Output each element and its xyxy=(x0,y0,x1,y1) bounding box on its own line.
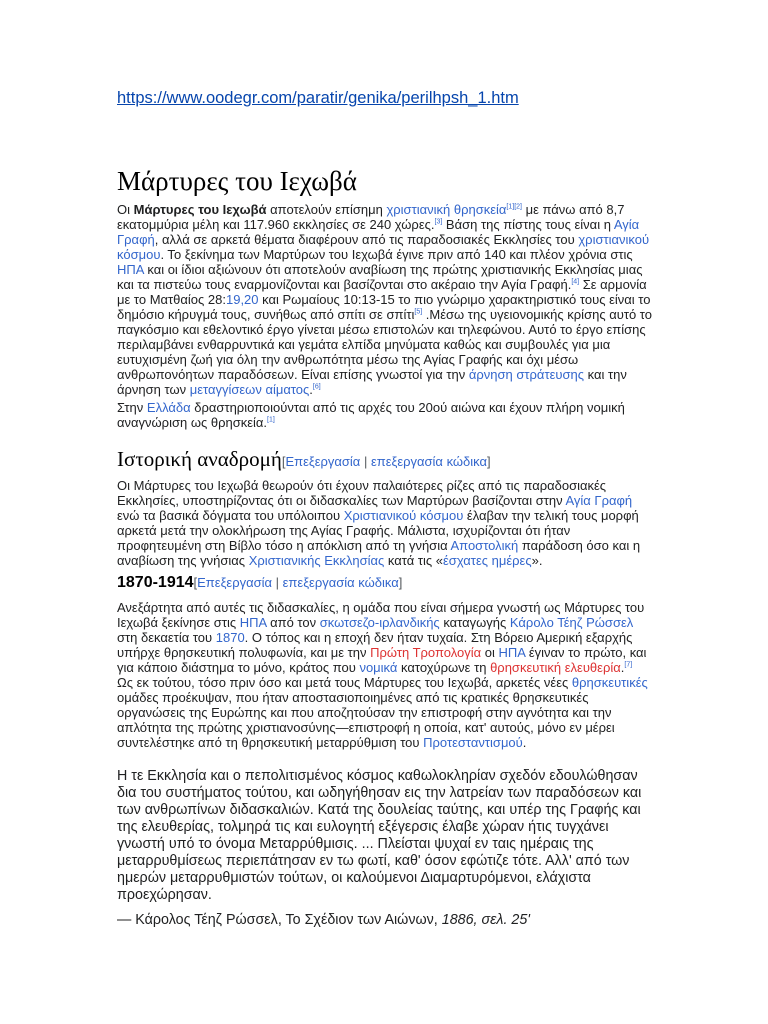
link-christian-church[interactable]: Χριστιανικής Εκκλησίας xyxy=(248,553,385,568)
text: . xyxy=(620,660,625,675)
link-bible[interactable]: Αγία Γραφή xyxy=(117,217,640,247)
text: . xyxy=(522,735,527,750)
ref-link[interactable]: [3] xyxy=(434,218,443,226)
text: παράδοση όσο και η αναβίωση της γνήσιας xyxy=(117,538,641,568)
edit-source-link[interactable]: επεξεργασία κώδικα xyxy=(370,454,488,469)
intro-paragraph-1 xyxy=(117,202,652,397)
link-apostolic[interactable]: Αποστολική xyxy=(450,538,519,553)
blockquote: Η τε Εκκλησία και ο πεπολιτισμένος κόσμος καθωλοκληρίαν σχεδόν εδουλώθησαν δια του συστήματος τούτου, και ωδηγήθησαν εις την λατρείαν των παραδόσεων και των ανθρωπίνων διδασκαλιών. Κατά της δουλείας ταύτης, και υπέρ της Γραφής και της ελευθερίας, τολμηρά τις και ευλογητή εξέγερσις έλαβε χώραν ήτις τυγχάνει γνωστή υπό το όνομα Μεταρρύθμισις. ... Πλείσται ψυχαί εν ταις ημέραις της μεταρρυθμίσεως περιεπάτησαν εν τω φωτί, καθ' όσον εφώτιζε τότε. Αλλ' από των ημερών μεταρρυθμιστών τούτων, οι καλούμενοι Διαμαρτυρόμενοι, ελάχιστα προεχώρησαν. xyxy=(117,768,642,903)
source-url-link[interactable]: https://www.oodegr.com/paratir/genika/perilhpsh_1.htm xyxy=(117,89,519,107)
text: και την άρνηση των xyxy=(117,367,627,397)
text: κατοχύρωνε τη xyxy=(397,660,491,675)
link-first-amendment[interactable]: Πρώτη Τροπολογία xyxy=(370,645,482,660)
bracket: ] xyxy=(398,575,403,590)
section-1870-paragraph xyxy=(117,600,649,750)
edit-link[interactable]: Επεξεργασία xyxy=(197,575,273,590)
heading-text: Ιστορική αναδρομή xyxy=(117,447,282,471)
link-christendom[interactable]: Χριστιανικού κόσμου xyxy=(343,508,464,523)
citation-date-page: 1886, σελ. 25' xyxy=(441,912,531,928)
link-scots-irish[interactable]: σκωτσεζο-ιρλανδικής xyxy=(319,615,440,630)
separator: | xyxy=(360,454,371,469)
section-heading-1870-1914 xyxy=(117,573,402,593)
section-heading-history xyxy=(117,446,491,475)
text: ενώ τα βασικά δόγματα του υπόλοιπου xyxy=(117,508,344,523)
text: με πάνω από 8,7 εκατομμύρια μέλη και 117.960 εκκλησίες σε 240 χώρες. xyxy=(117,202,625,232)
link-usa[interactable]: ΗΠΑ xyxy=(117,262,144,277)
bracket: [ xyxy=(281,454,286,469)
citation-author: — Κάρολος Τέηζ Ρώσσελ, Το Σχέδιον των Αιώνων, xyxy=(117,912,442,928)
text: καταγωγής xyxy=(439,615,510,630)
text: και Ρωμαίους 10:13-15 το πιο γνώριμο χαρακτηριστικό τους είναι το δημόσιο κήρυγμά τους, συνήθως από σπίτι σε σπίτι xyxy=(117,292,651,322)
quote-citation xyxy=(117,912,530,929)
link-religious-freedom[interactable]: θρησκευτική ελευθερία xyxy=(490,660,621,675)
heading-text: 1870-1914 xyxy=(117,574,194,591)
text: Στην xyxy=(117,400,147,415)
link-charles-russell[interactable]: Κάρολο Τέηζ Ρώσσελ xyxy=(509,615,634,630)
bracket: [ xyxy=(193,575,198,590)
bold-term: Μάρτυρες του Ιεχωβά xyxy=(133,202,267,217)
link-protestantism[interactable]: Προτεσταντισμού xyxy=(423,735,523,750)
text: . Ο τόπος και η εποχή δεν ήταν τυχαία. Στη Βόρειο Αμερική εξαρχής υπήρχε θρησκευτική πολυφωνία, και με την xyxy=(117,630,633,660)
text: στη δεκαετία του xyxy=(117,630,216,645)
link-usa[interactable]: ΗΠΑ xyxy=(498,645,526,660)
text: κατά τις « xyxy=(384,553,443,568)
text: έγιναν το πρώτο, και για κάποιο διάστημα το μόνο, κράτος που xyxy=(117,645,647,675)
ref-link[interactable]: [4] xyxy=(571,278,580,286)
link-christian-religion[interactable]: χριστιανική θρησκεία xyxy=(386,202,507,217)
edit-section-links xyxy=(282,454,491,469)
text: Οι xyxy=(117,202,134,217)
text: έλαβαν την τελική τους μορφή αρκετά μετά την ολοκλήρωση της Αγίας Γραφής. Μάλιστα, ισχυρίζονται ότι ήταν προφητευμένη στη Βίβλο τόσο η απόκλιση από τη γνήσια xyxy=(117,508,639,553)
text: οι xyxy=(481,645,499,660)
text: και οι ίδιοι αξιώνουν ότι αποτελούν αναβίωση της πρώτης χριστιανικής Εκκλησίας μιας και τα πιστεύω τους εναρμονίζονται και βασίζονται στο ακέραιο την Αγία Γραφή. xyxy=(117,262,643,292)
text: Βάση της πίστης τους είναι η xyxy=(442,217,614,232)
text: Ως εκ τούτου, τόσο πριν όσο και μετά τους Μάρτυρες του Ιεχωβά, αρκετές νέες xyxy=(117,675,572,690)
ref-link[interactable]: [1][2] xyxy=(506,203,522,211)
ref-link[interactable]: [7] xyxy=(624,661,633,669)
text: Ανεξάρτητα από αυτές τις διδασκαλίες, η ομάδα που είναι σήμερα γνωστή ως Μάρτυρες του Ιεχωβά ξεκίνησε στις xyxy=(117,600,645,630)
text: δραστηριοποιούνται από τις αρχές του 20ού αιώνα και έχουν πλήρη νομική αναγνώριση ως θρησκεία. xyxy=(117,400,625,430)
edit-source-link[interactable]: επεξεργασία κώδικα xyxy=(282,575,399,590)
text: Σε αρμονία με το Ματθαίος 28: xyxy=(117,277,647,307)
link-usa[interactable]: ΗΠΑ xyxy=(239,615,267,630)
bracket: ] xyxy=(487,454,491,469)
ref-link[interactable]: [5] xyxy=(414,308,423,316)
text: αποτελούν επίσημη xyxy=(266,202,387,217)
link-legally[interactable]: νομικά xyxy=(359,660,398,675)
link-bible[interactable]: Αγία Γραφή xyxy=(565,493,633,508)
link-verse[interactable]: 19,20 xyxy=(225,292,259,307)
separator: | xyxy=(272,575,283,590)
history-paragraph xyxy=(117,478,649,568)
text: ομάδες προέκυψαν, που ήταν αποστασιοποιημένες από τις κρατικές θρησκευτικές οργανώσεις της Ευρώπης και που αποζητούσαν την επιστροφή στην αγνότητα και την απλότητα της πρώτης χριστιανοσύνης—επιστροφή η οποία, κατ' αυτούς, μόνο εν μέρει συντελέστηκε από τη θρησκευτική μεταρρύθμιση του xyxy=(117,690,615,750)
link-religious[interactable]: θρησκευτικές xyxy=(571,675,648,690)
ref-link[interactable]: [6] xyxy=(312,383,321,391)
edit-link[interactable]: Επεξεργασία xyxy=(285,454,361,469)
ref-link[interactable]: [1] xyxy=(267,416,275,424)
text: . Το ξεκίνημα των Μαρτύρων του Ιεχωβά έγινε πριν από 140 και πλέον χρόνια στις xyxy=(160,247,633,262)
text: Οι Μάρτυρες του Ιεχωβά θεωρούν ότι έχουν παλαιότερες ρίζες από τις παραδοσιακές Εκκλησίες, υποστηρίζοντας ότι οι διδασκαλίες των Μαρτύρων βασίζονται στην xyxy=(117,478,607,508)
text: , αλλά σε αρκετά θέματα διαφέρουν από τις παραδοσιακές Εκκλησίες του xyxy=(154,232,579,247)
link-conscientious-objection[interactable]: άρνηση στράτευσης xyxy=(468,367,585,382)
text: από τον xyxy=(266,615,320,630)
page-title: Μάρτυρες του Ιεχωβά xyxy=(117,166,357,196)
link-1870[interactable]: 1870 xyxy=(215,630,245,645)
link-last-days[interactable]: έσχατες ημέρες xyxy=(443,553,532,568)
link-christendom[interactable]: χριστιανικού κόσμου xyxy=(117,232,650,262)
text: . xyxy=(309,382,313,397)
link-greece[interactable]: Ελλάδα xyxy=(146,400,191,415)
link-blood-transfusions[interactable]: μεταγγίσεων αίματος xyxy=(189,382,310,397)
text: ». xyxy=(531,553,543,568)
intro-paragraph-2 xyxy=(117,400,649,430)
text: .Μέσω της υγειονομικής κρίσης αυτό το παγκόσμιο και εθελοντικό έργο γίνεται μέσω επιστολών και τηλεφώνου. Αυτό το έργο επίσης περιλαμβάνει ενθαρρυντικά και γεμάτα ελπίδα μηνύματα καθώς και συμβουλές για μια ευτυχισμένη ζωή για όλη την ανθρωπότητα μέσω της Αγίας Γραφής και όχι μέσω ανθρωπονόητων παραδόσεων. Είναι επίσης γνωστοί για την xyxy=(117,307,652,382)
edit-section-links xyxy=(194,575,403,590)
